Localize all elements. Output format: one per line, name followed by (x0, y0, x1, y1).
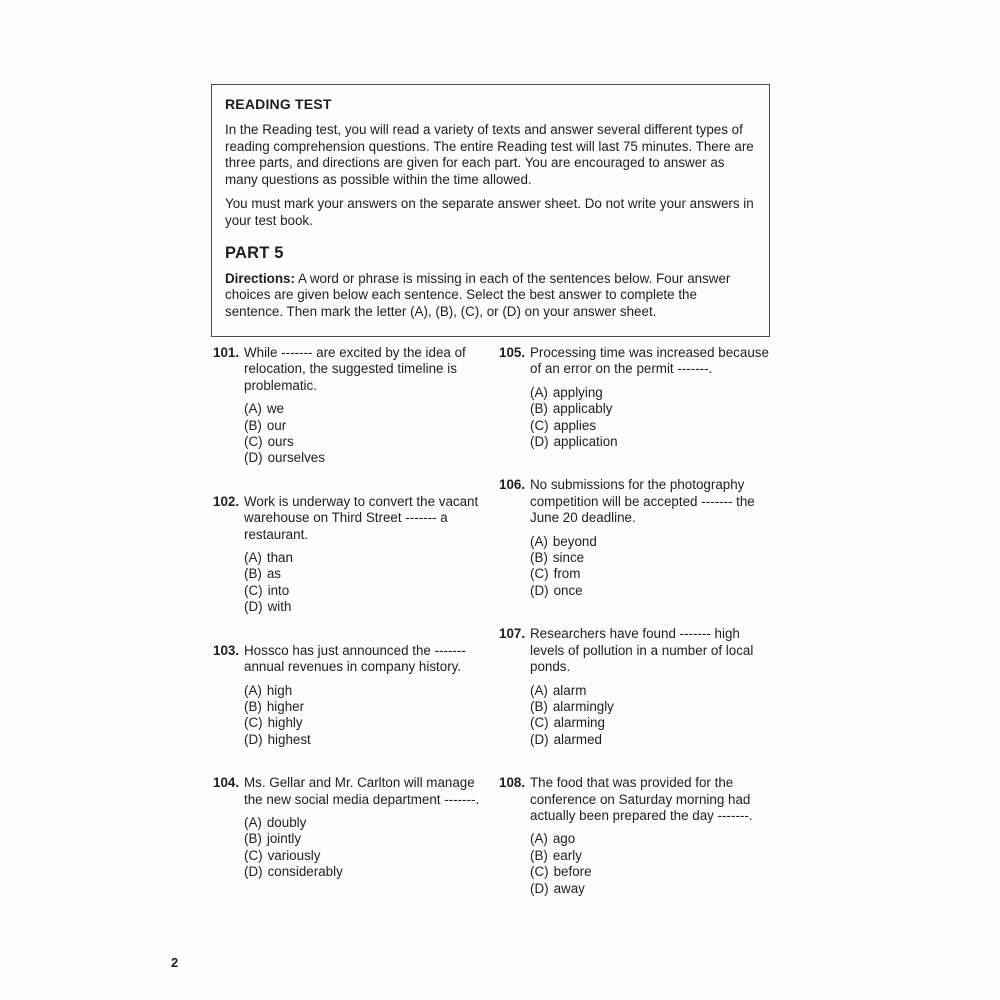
choice-letter: (A) (530, 533, 548, 549)
question-number: 105. (499, 345, 526, 360)
choice-text: ago (552, 831, 576, 847)
question-body (530, 345, 771, 450)
choice-letter: (A) (244, 550, 262, 566)
answer-choice (530, 418, 771, 434)
question-body (244, 643, 485, 748)
choice-text: alarmingly (552, 698, 614, 714)
answer-choice (530, 699, 771, 715)
choice-letter: (A) (530, 831, 548, 847)
answer-choice (530, 401, 771, 417)
choice-text: doubly (266, 814, 307, 830)
question-item (499, 345, 771, 450)
question-item (213, 345, 485, 467)
question-number: 107. (499, 626, 526, 642)
choice-letter: (B) (530, 401, 548, 417)
question-stem: Researchers have found ------- high levels of pollution in a number of local ponds. (530, 626, 754, 675)
answer-choice (530, 715, 771, 731)
choice-letter: (D) (244, 864, 263, 880)
answer-choice (244, 583, 485, 599)
choice-text: we (266, 401, 284, 417)
question-item (213, 494, 485, 616)
choice-text: with (267, 599, 292, 615)
choice-text: highly (267, 715, 303, 731)
choice-letter: (C) (244, 847, 263, 863)
answer-choice (530, 848, 771, 864)
choice-text: variously (267, 847, 321, 863)
reading-test-header-box (211, 84, 770, 337)
choice-text: alarmed (553, 731, 602, 747)
choice-letter: (A) (244, 401, 262, 417)
question-stem: Hossco has just announced the ------- annual revenues in company history. (244, 642, 466, 675)
answer-choice (244, 434, 485, 450)
intro-paragraph-1: In the Reading test, you will read a variety of texts and answer several different types of reading comprehension questions. The entire Reading test will last 75 minutes. There are three parts, and directions are given for each part. You are encouraged to answer as many questions as possible within the time allowed. (225, 122, 754, 187)
question-item (213, 643, 485, 748)
answer-choice (530, 385, 771, 401)
intro-paragraph-2: You must mark your answers on the separate answer sheet. Do not write your answers in your test book. (225, 196, 754, 228)
question-item (213, 775, 485, 880)
answer-choice (244, 450, 485, 466)
question-item (499, 626, 771, 748)
question-number: 102. (213, 493, 240, 509)
choice-letter: (D) (530, 434, 549, 450)
answer-choices (244, 815, 485, 881)
answer-choices (244, 401, 485, 467)
answer-choice (244, 715, 485, 731)
answer-choice (530, 550, 771, 566)
answer-choice (530, 583, 771, 599)
question-stem: Ms. Gellar and Mr. Carlton will manage the new social media department -------. (244, 775, 480, 807)
choice-text: applying (552, 384, 603, 400)
question-number: 106. (499, 477, 526, 493)
choice-text: jointly (266, 831, 302, 847)
choice-text: into (267, 582, 290, 598)
answer-choice (244, 864, 485, 880)
choice-text: alarm (552, 682, 587, 698)
answer-choices (244, 683, 485, 749)
choice-letter: (C) (244, 434, 263, 450)
answer-choice (244, 699, 485, 715)
question-stem: Processing time was increased because of an error on the permit -------. (530, 345, 769, 377)
answer-choice (530, 434, 771, 450)
choice-letter: (C) (244, 582, 263, 598)
question-body (530, 775, 771, 897)
answer-choice (244, 599, 485, 615)
choice-letter: (B) (244, 698, 262, 714)
choice-text: higher (266, 698, 305, 714)
answer-choice (530, 864, 771, 880)
choice-text: ourselves (267, 450, 325, 466)
choice-text: once (553, 582, 583, 598)
choice-letter: (A) (530, 384, 548, 400)
question-number: 108. (499, 775, 526, 791)
question-number: 104. (213, 775, 240, 791)
choice-text: ours (267, 434, 294, 450)
choice-text: applies (553, 417, 597, 433)
answer-choices (530, 385, 771, 451)
choice-letter: (C) (530, 715, 549, 731)
choice-letter: (A) (244, 814, 262, 830)
choice-letter: (C) (530, 417, 549, 433)
question-stem: The food that was provided for the conference on Saturday morning had actually been prepared the day -------. (530, 775, 753, 823)
answer-choice (244, 566, 485, 582)
questions-area (213, 345, 771, 924)
answer-choices (530, 683, 771, 749)
choice-text: high (266, 682, 293, 698)
answer-choice (530, 683, 771, 699)
question-body (244, 494, 485, 616)
choice-text: application (553, 434, 618, 450)
choice-letter: (B) (530, 847, 548, 863)
choice-letter: (A) (530, 682, 548, 698)
directions-paragraph (225, 271, 754, 321)
choice-letter: (B) (530, 698, 548, 714)
answer-choices (530, 831, 771, 897)
choice-letter: (A) (244, 682, 262, 698)
choice-text: alarming (553, 715, 605, 731)
choice-letter: (D) (244, 599, 263, 615)
answer-choice (530, 534, 771, 550)
choice-letter: (D) (530, 731, 549, 747)
questions-column-left (213, 345, 485, 924)
choice-letter: (C) (530, 566, 549, 582)
reading-test-title: READING TEST (225, 96, 332, 112)
choice-letter: (D) (244, 731, 263, 747)
choice-text: our (266, 417, 287, 433)
answer-choice (244, 683, 485, 699)
choice-letter: (B) (244, 417, 262, 433)
choice-text: before (553, 864, 592, 880)
directions-text: A word or phrase is missing in each of the sentences below. Four answer choices are given below each sentence. Select the best answer to complete the sentence. Then mark the letter (A), (B), (C), or (D) on your answer sheet. (225, 270, 731, 319)
choice-letter: (C) (244, 715, 263, 731)
choice-text: from (553, 566, 581, 582)
answer-choice (530, 566, 771, 582)
question-body (244, 775, 485, 880)
choice-text: highest (267, 731, 311, 747)
question-stem: While ------- are excited by the idea of relocation, the suggested timeline is problematic. (244, 345, 466, 393)
question-number: 103. (213, 642, 240, 658)
answer-choice (244, 401, 485, 417)
answer-choice (530, 881, 771, 897)
answer-choice (244, 550, 485, 566)
question-item (499, 775, 771, 897)
answer-choice (244, 732, 485, 748)
page-number: 2 (171, 955, 179, 970)
choice-text: as (266, 566, 282, 582)
choice-letter: (B) (244, 566, 262, 582)
question-body (244, 345, 485, 467)
choice-letter: (B) (244, 831, 262, 847)
answer-choice (244, 418, 485, 434)
questions-column-right (499, 345, 771, 924)
choice-letter: (D) (244, 450, 263, 466)
question-number: 101. (213, 345, 240, 360)
choice-letter: (D) (530, 880, 549, 896)
question-stem: No submissions for the photography competition will be accepted ------- the June 20 deadline. (530, 477, 755, 526)
choice-text: applicably (552, 401, 613, 417)
answer-choice (530, 831, 771, 847)
question-body (530, 626, 771, 748)
question-body (530, 477, 771, 599)
choice-text: beyond (552, 533, 597, 549)
answer-choice (244, 831, 485, 847)
answer-choice (530, 732, 771, 748)
question-stem: Work is underway to convert the vacant warehouse on Third Street ------- a restaurant. (244, 493, 479, 542)
choice-letter: (B) (530, 550, 548, 566)
choice-text: away (553, 880, 585, 896)
directions-label: Directions: (225, 270, 295, 286)
choice-letter: (D) (530, 582, 549, 598)
answer-choices (530, 534, 771, 600)
choice-text: early (552, 847, 582, 863)
answer-choice (244, 848, 485, 864)
question-item (499, 477, 771, 599)
answer-choices (244, 550, 485, 616)
choice-text: considerably (267, 864, 343, 880)
answer-choice (244, 815, 485, 831)
part-5-heading: PART 5 (225, 243, 284, 262)
choice-text: since (552, 550, 585, 566)
choice-letter: (C) (530, 864, 549, 880)
choice-text: than (266, 550, 293, 566)
